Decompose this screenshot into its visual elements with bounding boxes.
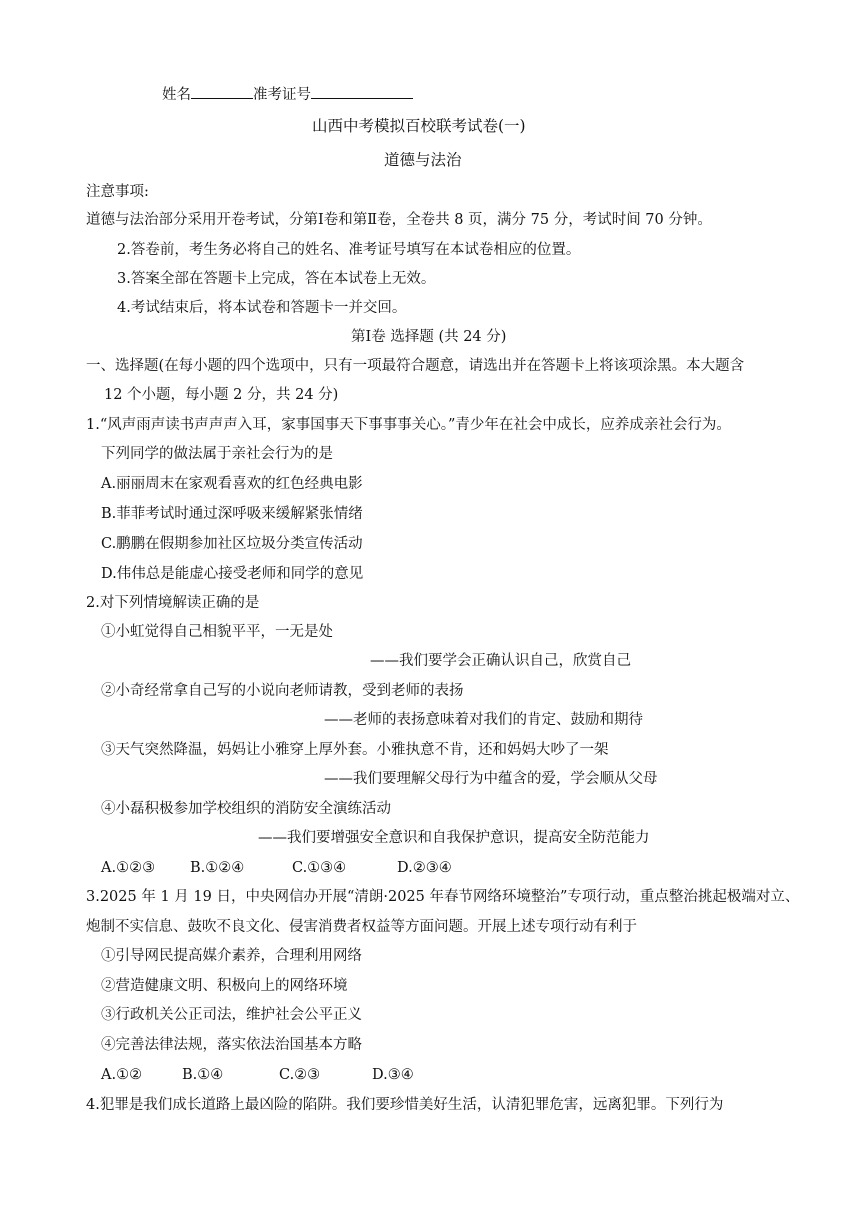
question-2-reading: ——我们要学会正确认识自己，欣赏自己	[370, 653, 631, 669]
question-3-option-c[interactable]: C.②③	[279, 1067, 321, 1083]
question-4-stem: 4.犯罪是我们成长道路上最凶险的陷阱。我们要珍惜美好生活，认清犯罪危害，远离犯罪。下列行为	[86, 1097, 724, 1113]
notes-heading: 注意事项:	[86, 184, 149, 200]
question-1-stem: 下列同学的做法属于亲社会行为的是	[101, 446, 333, 462]
question-2-situation: ④小磊积极参加学校组织的消防安全演练活动	[101, 801, 391, 817]
question-2-option-d[interactable]: D.②③④	[397, 860, 452, 876]
question-1-option-d[interactable]: D.伟伟总是能虚心接受老师和同学的意见	[101, 566, 364, 582]
question-3-item: ②营造健康文明、积极向上的网络环境	[101, 978, 348, 994]
name-blank[interactable]	[191, 84, 253, 99]
candidate-info-line	[162, 84, 413, 104]
question-1-option-a[interactable]: A.丽丽周末在家观看喜欢的红色经典电影	[101, 476, 363, 492]
question-2-option-c[interactable]: C.①③④	[292, 860, 347, 876]
section-instructions: 12 个小题，每小题 2 分，共 24 分)	[104, 387, 339, 403]
question-3-option-a[interactable]: A.①②	[101, 1067, 143, 1083]
exam-number-label: 准考证号	[253, 87, 311, 103]
question-1-option-b[interactable]: B.菲菲考试时通过深呼吸来缓解紧张情绪	[101, 506, 363, 522]
name-label: 姓名	[162, 87, 191, 103]
exam-title: 山西中考模拟百校联考试卷(一)	[312, 117, 526, 135]
exam-number-blank[interactable]	[311, 84, 413, 99]
note-item: 道德与法治部分采用开卷考试，分第Ⅰ卷和第Ⅱ卷，全卷共 8 页，满分 75 分，考试时间 70 分钟。	[86, 212, 712, 228]
question-2-option-a[interactable]: A.①②③	[101, 860, 156, 876]
subject-title: 道德与法治	[384, 151, 462, 169]
section-instructions: 一、选择题(在每小题的四个选项中，只有一项最符合题意，请选出并在答题卡上将该项涂黑。本大题含	[86, 358, 745, 374]
question-2-situation: ③天气突然降温，妈妈让小雅穿上厚外套。小雅执意不肯，还和妈妈大吵了一架	[101, 742, 609, 758]
question-2-situation: ①小虹觉得自己相貌平平，一无是处	[101, 624, 333, 640]
note-item: 4.考试结束后，将本试卷和答题卡一并交回。	[117, 300, 407, 316]
question-2-stem: 2.对下列情境解读正确的是	[86, 595, 260, 611]
question-3-option-b[interactable]: B.①④	[182, 1067, 224, 1083]
question-3-item: ③行政机关公正司法，维护社会公平正义	[101, 1007, 362, 1023]
section-title: 第Ⅰ卷 选择题 (共 24 分)	[351, 329, 507, 345]
question-3-item: ①引导网民提高媒介素养，合理利用网络	[101, 948, 362, 964]
question-2-reading: ——我们要增强安全意识和自我保护意识，提高安全防范能力	[258, 830, 650, 846]
question-2-reading: ——老师的表扬意味着对我们的肯定、鼓励和期待	[324, 712, 643, 728]
note-item: 3.答案全部在答题卡上完成，答在本试卷上无效。	[117, 271, 436, 287]
question-3-option-d[interactable]: D.③④	[372, 1067, 414, 1083]
note-item: 2.答卷前，考生务必将自己的姓名、准考证号填写在本试卷相应的位置。	[117, 242, 581, 258]
question-1-stem: 1.“风声雨声读书声声声入耳，家事国事天下事事事关心。”青少年在社会中成长，应养成亲社会行为。	[86, 417, 731, 433]
question-3-stem: 3.2025 年 1 月 19 日，中央网信办开展“清朗·2025 年春节网络环境整治”专项行动，重点整治挑起极端对立、	[86, 889, 800, 905]
question-2-option-b[interactable]: B.①②④	[190, 860, 245, 876]
question-2-situation: ②小奇经常拿自己写的小说向老师请教，受到老师的表扬	[101, 683, 464, 699]
question-3-item: ④完善法律法规，落实依法治国基本方略	[101, 1037, 362, 1053]
question-3-stem: 炮制不实信息、鼓吹不良文化、侵害消费者权益等方面问题。开展上述专项行动有利于	[86, 919, 637, 935]
question-1-option-c[interactable]: C.鹏鹏在假期参加社区垃圾分类宣传活动	[101, 536, 363, 552]
question-2-reading: ——我们要理解父母行为中蕴含的爱，学会顺从父母	[324, 771, 658, 787]
